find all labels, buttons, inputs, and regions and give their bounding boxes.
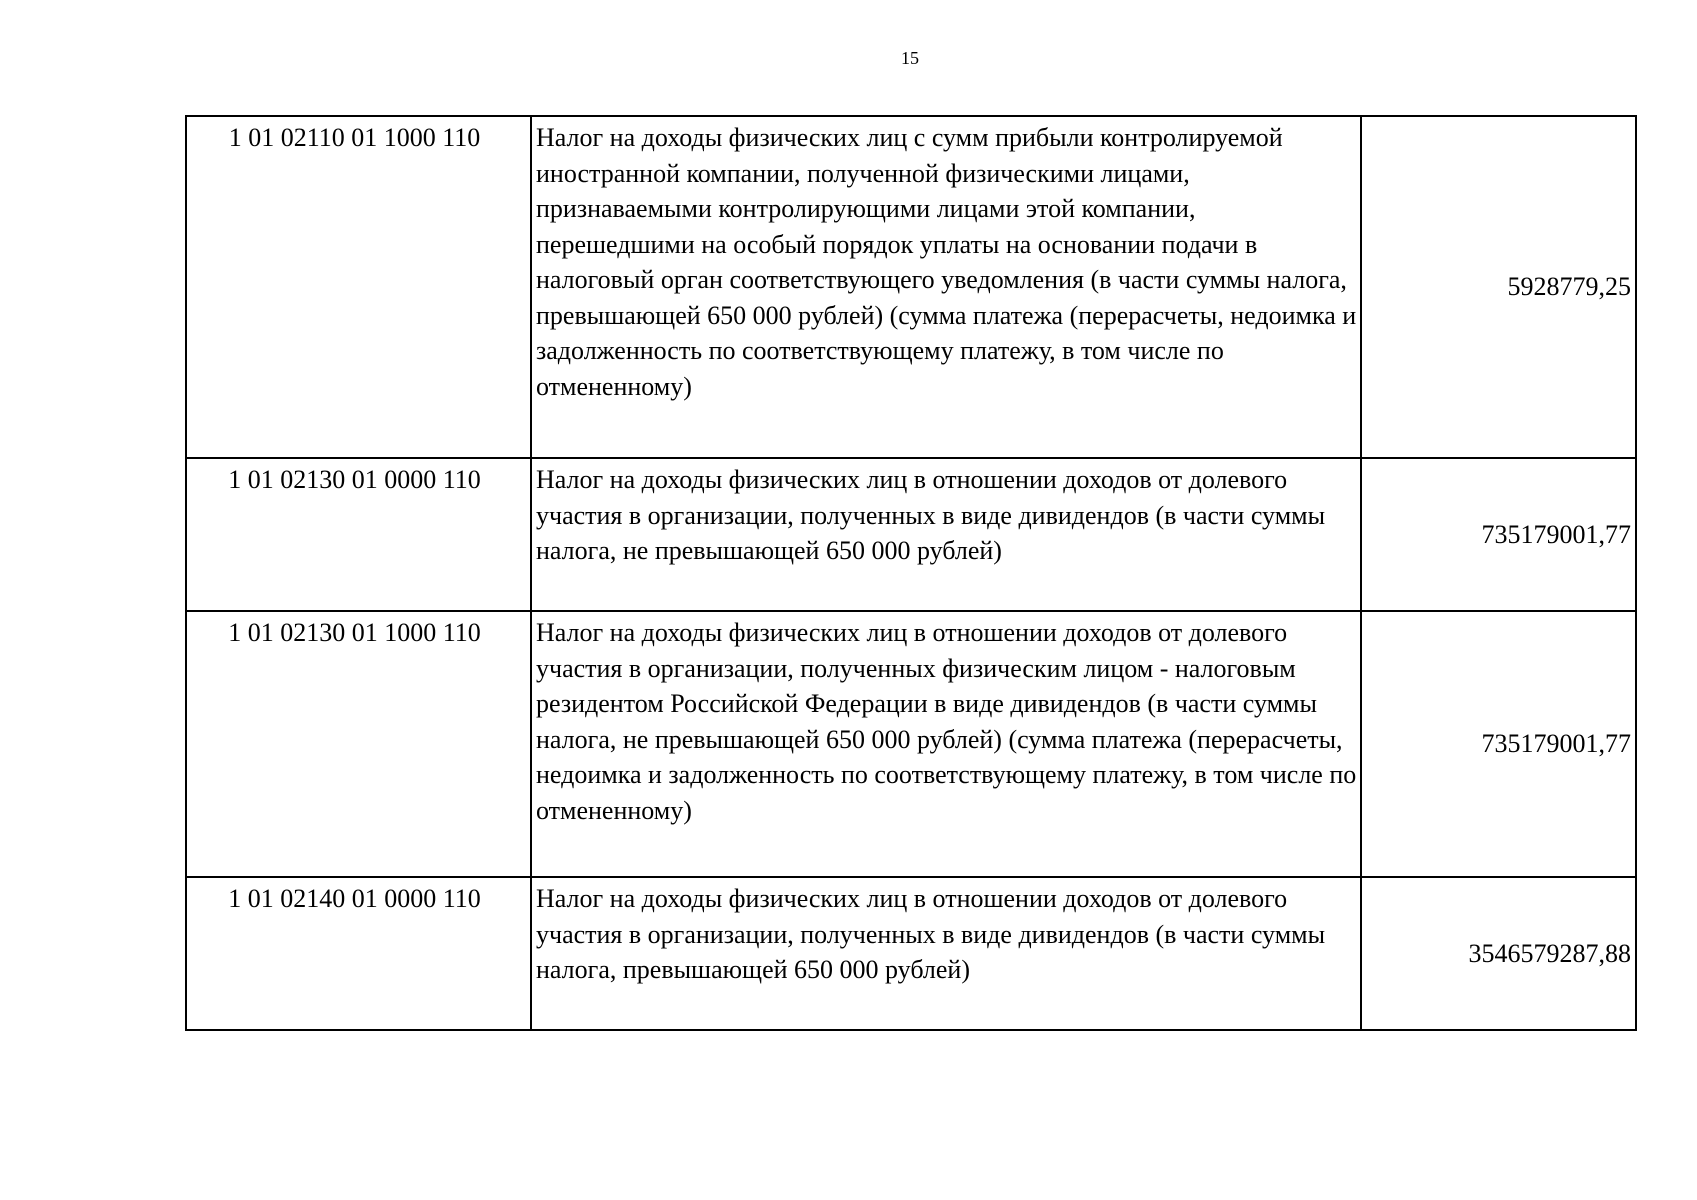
budget-classification-code: 1 01 02130 01 0000 110 — [186, 458, 531, 611]
budget-classification-code: 1 01 02110 01 1000 110 — [186, 116, 531, 458]
budget-classification-code: 1 01 02130 01 1000 110 — [186, 611, 531, 877]
revenue-description: Налог на доходы физических лиц в отношении доходов от долевого участия в организации, полученных в виде дивидендов (в части суммы налога, не превышающей 650 000 рублей) — [531, 458, 1361, 611]
budget-classification-code: 1 01 02140 01 0000 110 — [186, 877, 531, 1030]
page-number: 15 — [901, 48, 919, 68]
revenue-description: Налог на доходы физических лиц в отношении доходов от долевого участия в организации, полученных в виде дивидендов (в части суммы налога, превышающей 650 000 рублей) — [531, 877, 1361, 1030]
revenue-amount: 3546579287,88 — [1361, 877, 1636, 1030]
revenue-description: Налог на доходы физических лиц в отношении доходов от долевого участия в организации, полученных физическим лицом - налоговым резидентом Российской Федерации в виде дивидендов (в части суммы налога, не превышающей 650 000 рублей) (сумма платежа (перерасчеты, недоимка и задолженность по соответствующему платежу, в том числе по отмененному) — [531, 611, 1361, 877]
revenue-description: Налог на доходы физических лиц с сумм прибыли контролируемой иностранной компании, полученной физическими лицами, признаваемыми контролирующими лицами этой компании, перешедшими на особый порядок уплаты на основании подачи в налоговый орган соответствующего уведомления (в части суммы налога, превышающей 650 000 рублей) (сумма платежа (перерасчеты, недоимка и задолженность по соответствующему платежу, в том числе по отмененному) — [531, 116, 1361, 458]
revenue-amount: 735179001,77 — [1361, 611, 1636, 877]
table-row — [186, 458, 1636, 611]
table-row — [186, 116, 1636, 458]
table-row — [186, 877, 1636, 1030]
table-row — [186, 611, 1636, 877]
revenue-amount: 5928779,25 — [1361, 116, 1636, 458]
budget-revenue-table — [185, 115, 1637, 1031]
revenue-amount: 735179001,77 — [1361, 458, 1636, 611]
